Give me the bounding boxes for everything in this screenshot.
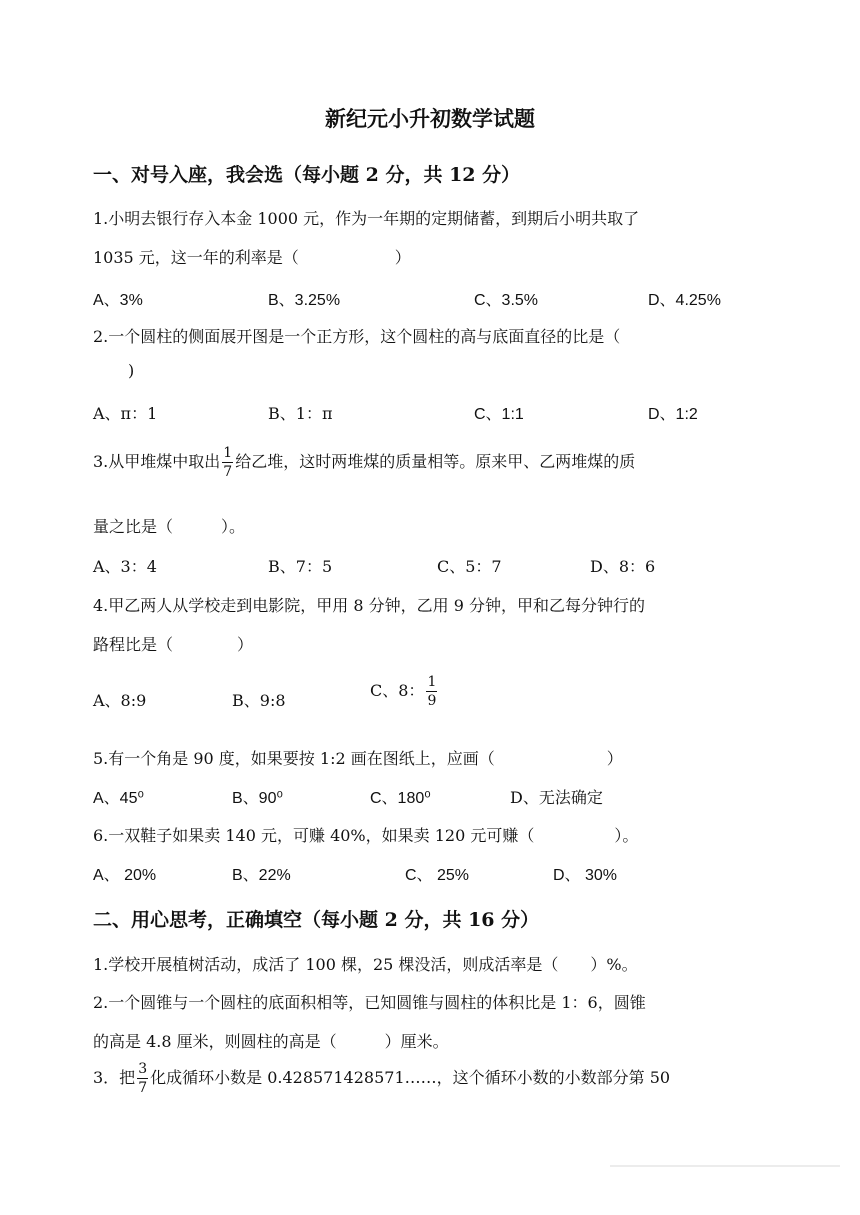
question-3-option-a: A、3：4 [93, 557, 157, 576]
question-1-option-d: D、4.25% [648, 292, 721, 309]
fill-question-2-line-1: 2.一个圆锥与一个圆柱的底面积相等，已知圆锥与圆柱的体积比是 1：6，圆锥 [93, 993, 646, 1012]
question-1-option-b: B、3.25% [268, 292, 341, 309]
question-4-option-c [370, 675, 439, 708]
fraction-one-seventh [222, 446, 233, 479]
fraction-numerator: 1 [223, 445, 233, 461]
fill-question-3-line-1 [93, 1062, 670, 1095]
fraction-denominator: 9 [427, 693, 437, 709]
question-6-option-c: C、 25% [405, 867, 470, 884]
question-5-option-c: C、180⁰ [370, 790, 431, 807]
section-2-heading: 二、用心思考，正确填空（每小题 2 分，共 16 分） [93, 909, 540, 931]
question-1-line-2: 1035 元，这一年的利率是（ ） [93, 248, 411, 267]
fraction-one-ninth [426, 675, 437, 708]
question-5-option-b: B、90⁰ [232, 790, 283, 807]
question-2-option-d: D、1:2 [648, 406, 698, 423]
question-4-option-a: A、8:9 [93, 691, 147, 710]
question-2-option-a: A、π：1 [93, 404, 158, 423]
question-3-option-b: B、7：5 [268, 557, 333, 576]
section-1-heading: 一、对号入座，我会选（每小题 2 分，共 12 分） [93, 164, 521, 186]
question-1-line-1: 1.小明去银行存入本金 1000 元，作为一年期的定期储蓄，到期后小明共取了 [93, 209, 640, 228]
question-5-option-a: A、45⁰ [93, 790, 144, 807]
question-4-line-2: 路程比是（ ） [93, 635, 254, 654]
question-6-option-b: B、22% [232, 867, 291, 884]
fill-question-3-suffix: 化成循环小数是 0.428571428571……，这个循环小数的小数部分第 50 [150, 1068, 671, 1087]
fill-question-2-line-2: 的高是 4.8 厘米，则圆柱的高是（ ）厘米。 [93, 1032, 449, 1051]
fill-question-1: 1.学校开展植树活动，成活了 100 棵，25 棵没活，则成活率是（ ）%。 [93, 955, 638, 974]
fraction-denominator: 7 [223, 464, 233, 480]
question-2-line-2: ) [128, 361, 135, 380]
question-4-option-b: B、9:8 [232, 691, 286, 710]
question-2-option-b: B、1：π [268, 404, 333, 423]
question-1-option-a: A、3% [93, 292, 143, 309]
question-5-option-d: D、无法确定 [510, 788, 603, 807]
question-2-line-1: 2.一个圆柱的侧面展开图是一个正方形，这个圆柱的高与底面直径的比是（ [93, 327, 621, 346]
fraction-three-sevenths [137, 1062, 148, 1095]
question-6-option-d: D、 30% [553, 867, 618, 884]
fraction-denominator: 7 [138, 1080, 148, 1096]
question-6-line-1: 6.一双鞋子如果卖 140 元，可赚 40%，如果卖 120 元可赚（ ）。 [93, 826, 639, 845]
fraction-numerator: 3 [138, 1061, 148, 1077]
question-5-line-1: 5.有一个角是 90 度，如果要按 1:2 画在图纸上，应画（ ） [93, 749, 623, 768]
question-3-suffix: 给乙堆，这时两堆煤的质量相等。原来甲、乙两堆煤的质 [235, 452, 636, 471]
option-c-prefix: C、8： [370, 681, 425, 700]
question-3-option-c: C、5：7 [437, 557, 502, 576]
fraction-numerator: 1 [427, 674, 437, 690]
question-3-option-d: D、8：6 [590, 557, 656, 576]
question-3-prefix: 3.从甲堆煤中取出 [93, 452, 221, 471]
question-3-line-2: 量之比是（ ）。 [93, 517, 246, 536]
question-3-line-1 [93, 446, 635, 479]
question-4-line-1: 4.甲乙两人从学校走到电影院，甲用 8 分钟，乙用 9 分钟，甲和乙每分钟行的 [93, 596, 645, 615]
fill-question-3-prefix: 3．把 [93, 1068, 136, 1087]
page-title: 新纪元小升初数学试题 [325, 106, 535, 131]
question-6-option-a: A、 20% [93, 867, 157, 884]
question-1-option-c: C、3.5% [474, 292, 539, 309]
question-2-option-c: C、1:1 [474, 406, 524, 423]
scan-artifact-line [610, 1165, 840, 1167]
